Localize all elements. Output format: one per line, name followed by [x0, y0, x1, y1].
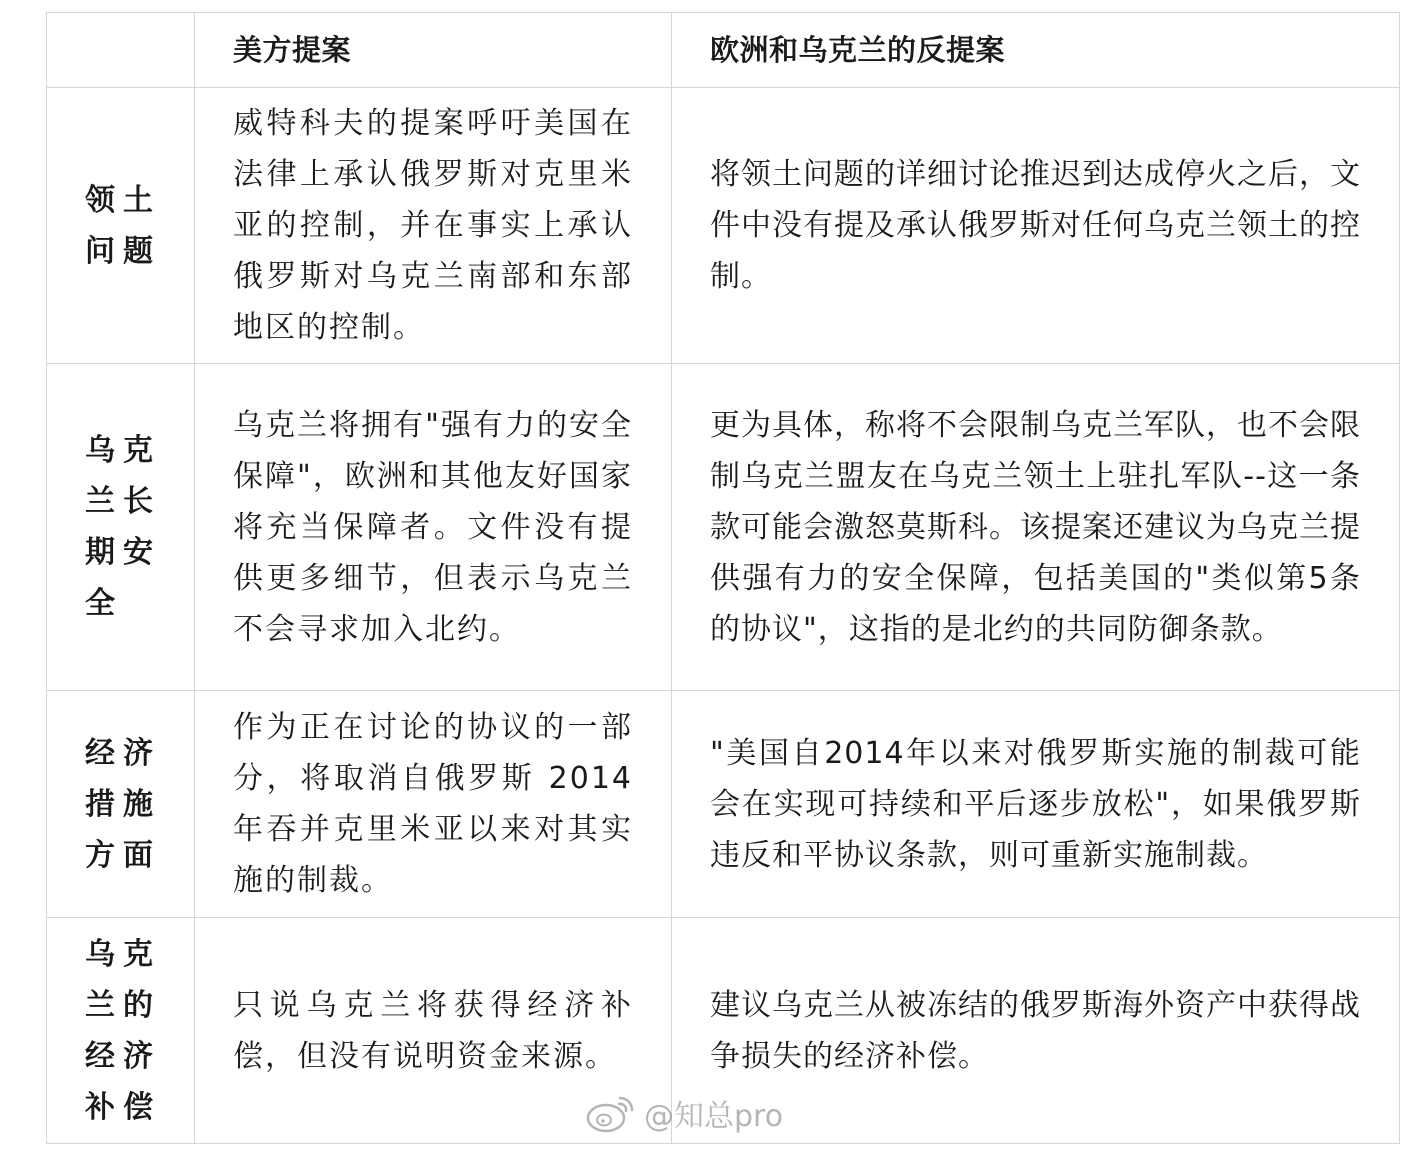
eu-counter-text: 将领土问题的详细讨论推迟到达成停火之后，文件中没有提及承认俄罗斯对任何乌克兰领土的控制。 [710, 157, 1361, 294]
watermark-text: @知总pro [644, 1099, 784, 1134]
header-us-proposal [195, 13, 672, 88]
us-proposal-text: 乌克兰将拥有"强有力的安全保障"，欧洲和其他友好国家将充当保障者。文件没有提供更多细节，但表示乌克兰不会寻求加入北约。 [233, 407, 633, 647]
us-proposal-cell [195, 88, 672, 364]
table-header-row [47, 13, 1400, 88]
eu-counter-cell [672, 918, 1400, 1144]
row-label-compensation: 乌克兰的经济补偿 [85, 936, 161, 1125]
table-row [47, 364, 1400, 691]
eu-counter-cell [672, 88, 1400, 364]
comparison-table [46, 12, 1400, 1144]
eu-counter-cell [672, 364, 1400, 691]
row-label-security: 乌克兰长期安全 [85, 433, 161, 621]
row-label-cell [47, 88, 195, 364]
row-label-economic-measures: 经济措施方面 [85, 735, 161, 873]
table-row [47, 88, 1400, 364]
row-label-cell [47, 918, 195, 1144]
table-row [47, 691, 1400, 918]
eu-counter-text: "美国自2014年以来对俄罗斯实施的制裁可能会在实现可持续和平后逐步放松"，如果俄罗斯违反和平协议条款，则可重新实施制裁。 [710, 735, 1361, 873]
eu-counter-cell [672, 691, 1400, 918]
us-proposal-text: 只说乌克兰将获得经济补偿，但没有说明资金来源。 [233, 987, 633, 1074]
header-eu-counter [672, 13, 1400, 88]
header-eu-counter-label: 欧洲和乌克兰的反提案 [710, 33, 1006, 67]
row-label-territory: 领土问题 [85, 182, 161, 269]
eu-counter-text: 更为具体，称将不会限制乌克兰军队，也不会限制乌克兰盟友在乌克兰领土上驻扎军队--这一条款可能会激怒莫斯科。该提案还建议为乌克兰提供强有力的安全保障，包括美国的"类似第5条的协议"，这指的是北约的共同防御条款。 [710, 407, 1361, 647]
header-corner-cell [47, 13, 195, 88]
us-proposal-cell [195, 364, 672, 691]
header-us-proposal-label: 美方提案 [233, 33, 352, 67]
us-proposal-text: 作为正在讨论的协议的一部分，将取消自俄罗斯 2014 年吞并克里米亚以来对其实施的制裁。 [233, 710, 633, 898]
us-proposal-text: 威特科夫的提案呼吁美国在法律上承认俄罗斯对克里米亚的控制，并在事实上承认俄罗斯对乌克兰南部和东部地区的控制。 [233, 106, 633, 345]
us-proposal-cell [195, 918, 672, 1144]
us-proposal-cell [195, 691, 672, 918]
row-label-cell [47, 691, 195, 918]
row-label-cell [47, 364, 195, 691]
eu-counter-text: 建议乌克兰从被冻结的俄罗斯海外资产中获得战争损失的经济补偿。 [710, 987, 1361, 1074]
table-row [47, 918, 1400, 1144]
